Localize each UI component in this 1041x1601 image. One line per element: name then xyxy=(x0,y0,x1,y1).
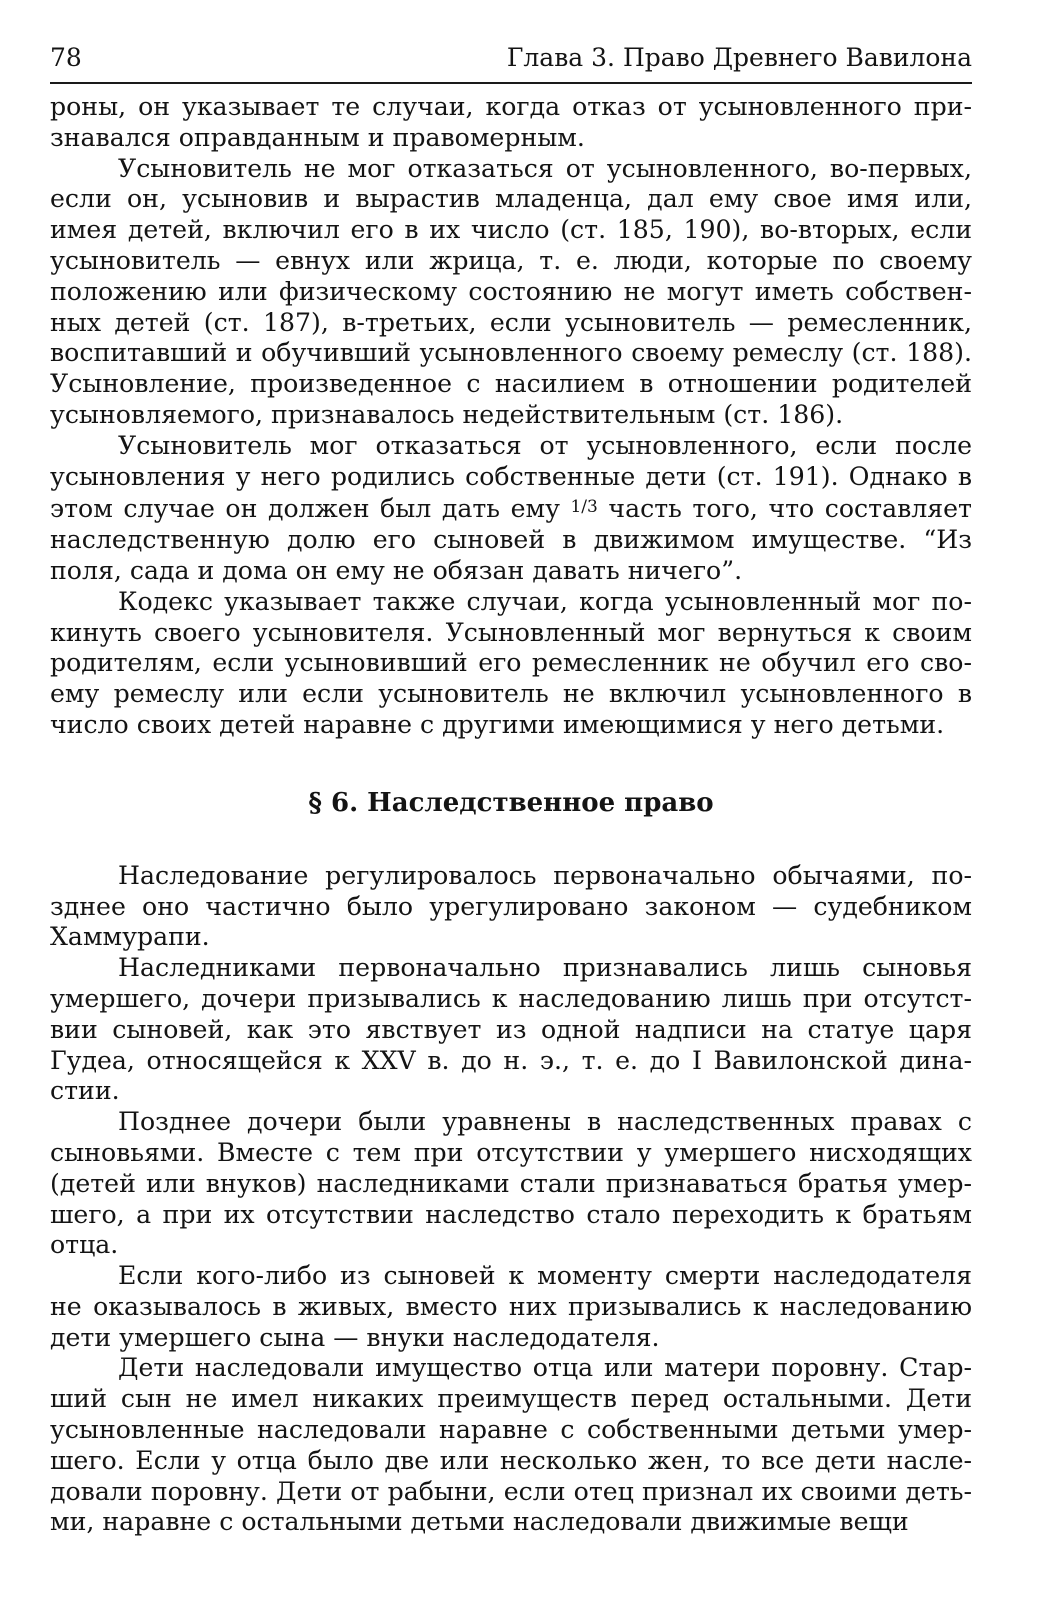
paragraph-continued: роны, он указывает те случаи, когда отказ от усыновленного признавался оправданным и правомерным. xyxy=(50,92,972,152)
page-number: 78 xyxy=(50,43,82,72)
paragraph-text: часть того, что составляет наследственную долю его сыновей в движимом имуществе. “Из поля, сада и дома он ему не обязан давать ничего”. xyxy=(50,494,972,585)
fraction-one-third: 1/3 xyxy=(570,497,598,518)
paragraph: Дети наследовали имущество отца или матери поровну. Старший сын не имел никаких преимуществ перед остальными. Дети усыновленные наследовали наравне с собственными детьми умершего. Если у отца было две или несколько жен, то все дети наследовали поровну. Дети от рабыни, если отец признал их своими детьми, наравне с остальными детьми наследовали движимые вещи xyxy=(50,1353,972,1537)
page-header xyxy=(50,36,972,84)
paragraph-text: Усыновитель мог отказаться от усыновленного, если после усыновления у него родились собственные дети (ст. 191). Однако в этом случае он должен был дать ему xyxy=(50,430,972,524)
paragraph: Наследниками первоначально признавались лишь сыновья умершего, дочери призывались к наследованию лишь при отсутствии сыновей, как это явствует из одной надписи на статуе царя Гудеа, относящейся к XXV в. до н. э., т. е. до I Вавилонской династии. xyxy=(50,953,972,1106)
section-heading: § 6. Наследственное право xyxy=(308,787,714,818)
running-title: Глава 3. Право Древнего Вавилона xyxy=(506,43,972,72)
paragraph: Усыновитель не мог отказаться от усыновленного, во-первых, если он, усыновив и вырастив младенца, дал ему свое имя или, имея детей, включил его в их число (ст. 185, 190), во-вторых, если усыновитель — евнух или жрица, т. е. люди, которые по своему положению или физическому состоянию не могут иметь собственных детей (ст. 187), в-третьих, если усыновитель — ремесленник, воспитавший и обучивший усыновленного своему ремеслу (ст. 188). Усыновление, произведенное с насилием в отношении родителей усыновляемого, признавалось недействительным (ст. 186). xyxy=(50,153,972,429)
paragraph-with-fraction xyxy=(50,431,972,587)
paragraph: Позднее дочери были уравнены в наследственных правах с сыновьями. Вместе с тем при отсутствии у умершего нисходящих (детей или внуков) наследниками стали признаваться братья умершего, а при их отсутствии наследство стало переходить к братьям отца. xyxy=(50,1107,972,1260)
paragraph: Кодекс указывает также случаи, когда усыновленный мог покинуть своего усыновителя. Усыновленный мог вернуться к своим родителям, если усыновивший его ремесленник не обучил его своему ремеслу или если усыновитель не включил усыновленного в число своих детей наравне с другими имеющимися у него детьми. xyxy=(50,586,972,739)
paragraph: Наследование регулировалось первоначально обычаями, позднее оно частично было урегулировано законом — судебником Хаммурапи. xyxy=(50,860,972,952)
body-text xyxy=(50,92,972,1538)
paragraph: Если кого-либо из сыновей к моменту смерти наследодателя не оказывалось в живых, вместо них призывались к наследованию дети умершего сына — внуки наследодателя. xyxy=(50,1261,972,1352)
book-page xyxy=(50,36,972,1538)
